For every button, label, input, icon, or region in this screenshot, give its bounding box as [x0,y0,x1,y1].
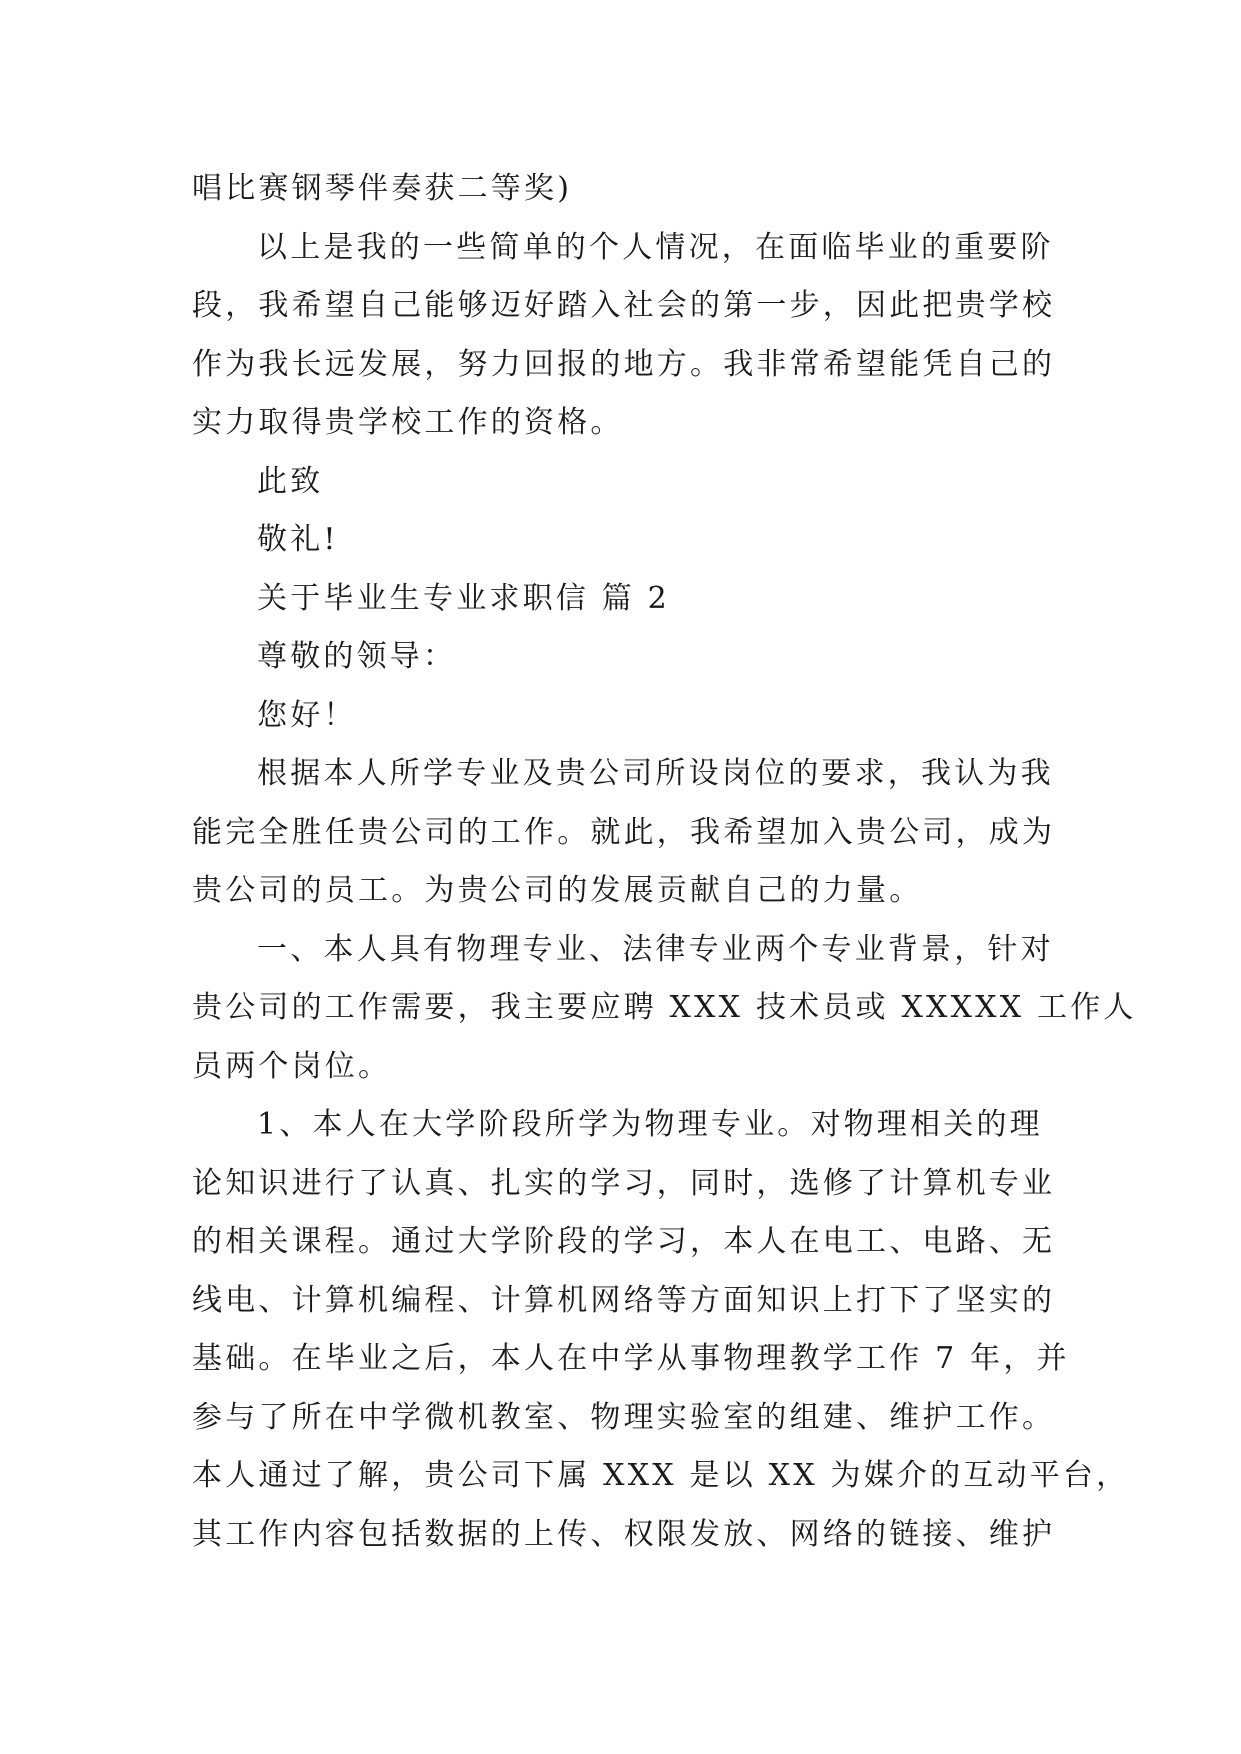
section-title: 关于毕业生专业求职信 篇 2 [257,580,670,616]
document-page [192,160,1137,1564]
text-line: 能完全胜任贵公司的工作。就此，我希望加入贵公司，成为 [192,814,1056,850]
closing-salutation: 敬礼! [257,522,339,557]
text-line: 实力取得贵学校工作的资格。 [192,405,624,440]
text-line: 段，我希望自己能够迈好踏入社会的第一步，因此把贵学校 [192,288,1056,323]
text-line: 作为我长远发展，努力回报的地方。我非常希望能凭自己的 [192,346,1056,382]
text-line: 1、本人在大学阶段所学为物理专业。对物理相关的理 [257,1107,1043,1142]
text-line: 贵公司的员工。为贵公司的发展贡献自己的力量。 [192,873,923,908]
text-line: 以上是我的一些简单的个人情况，在面临毕业的重要阶 [257,229,1054,265]
greeting: 您好！ [257,697,357,733]
text-line: 贵公司的工作需要，我主要应聘 XXX 技术员或 XXXXX 工作人 [192,990,1137,1025]
text-line: 参与了所在中学微机教室、物理实验室的组建、维护工作。 [192,1399,1056,1435]
text-line: 的相关课程。通过大学阶段的学习，本人在电工、电路、无 [192,1224,1056,1259]
text-line: 根据本人所学专业及贵公司所设岗位的要求，我认为我 [257,756,1054,791]
text-line: 线电、计算机编程、计算机网络等方面知识上打下了坚实的 [192,1282,1056,1318]
text-line: 一、本人具有物理专业、法律专业两个专业背景，针对 [257,931,1054,967]
text-line: 基础。在毕业之后，本人在中学从事物理教学工作 7 年，并 [192,1341,1070,1376]
closing-salutation: 此致 [257,463,324,499]
text-line: 员两个岗位。 [192,1048,392,1084]
text-line: 论知识进行了认真、扎实的学习，同时，选修了计算机专业 [192,1165,1056,1201]
text-line: 其工作内容包括数据的上传、权限发放、网络的链接、维护 [192,1516,1056,1552]
text-line: 本人通过了解，贵公司下属 XXX 是以 XX 为媒介的互动平台， [192,1458,1130,1493]
greeting: 尊敬的领导： [257,639,457,674]
text-line: 唱比赛钢琴伴奏获二等奖) [192,171,573,206]
